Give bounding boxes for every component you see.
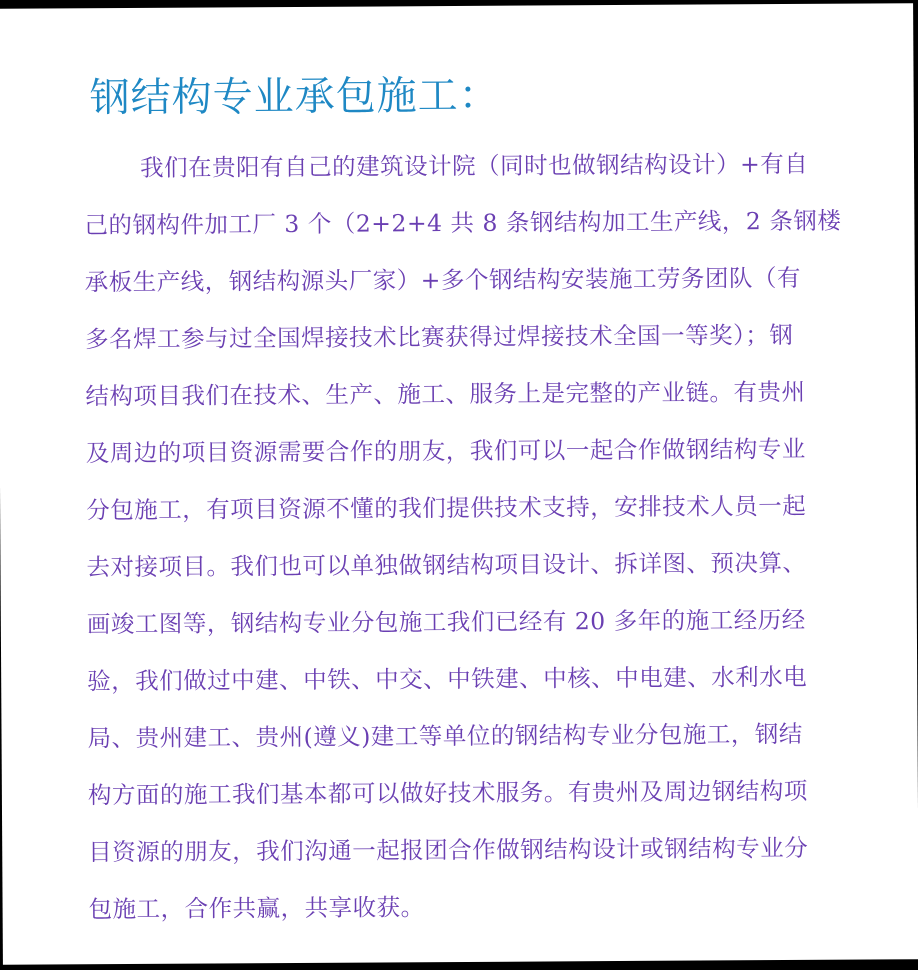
paragraph-line: 去对接项目。我们也可以单独做钢结构项目设计、拆详图、预决算、 <box>86 548 807 582</box>
document-page <box>0 3 918 965</box>
paragraph-line: 局、贵州建工、贵州(遵义)建工等单位的钢结构专业分包施工，钢结 <box>87 719 803 753</box>
paragraph-line: 画竣工图等，钢结构专业分包施工我们已经有 20 多年的施工经历经 <box>86 605 806 639</box>
paragraph-line: 验，我们做过中建、中铁、中交、中铁建、中核、中电建、水利水电 <box>87 662 808 696</box>
paragraph-line: 我们在贵阳有自己的建筑设计院（同时也做钢结构设计）+有自 <box>139 149 809 182</box>
paragraph-line: 及周边的项目资源需要合作的朋友，我们可以一起合作做钢结构专业 <box>85 434 806 468</box>
paragraph-line: 己的钢构件加工厂 3 个（2+2+4 共 8 条钢结构加工生产线，2 条钢楼 <box>84 206 842 240</box>
paragraph-line: 结构项目我们在技术、生产、施工、服务上是完整的产业链。有贵州 <box>85 377 806 411</box>
paragraph-line: 分包施工，有项目资源不懂的我们提供技术支持，安排技术人员一起 <box>86 491 807 525</box>
paragraph-line: 包施工，合作共赢，共享收获。 <box>88 893 425 924</box>
document-body <box>84 136 849 939</box>
paragraph-line: 承板生产线，钢结构源头厂家）+多个钢结构安装施工劳务团队（有 <box>84 263 802 297</box>
document-title: 钢结构专业承包施工： <box>89 72 500 122</box>
paragraph-line: 目资源的朋友，我们沟通一起报团合作做钢结构设计或钢结构专业分 <box>88 833 809 867</box>
paragraph-line: 构方面的施工我们基本都可以做好技术服务。有贵州及周边钢结构项 <box>87 776 808 810</box>
paragraph-line: 多名焊工参与过全国焊接技术比赛获得过焊接技术全国一等奖）；钢 <box>85 320 794 354</box>
